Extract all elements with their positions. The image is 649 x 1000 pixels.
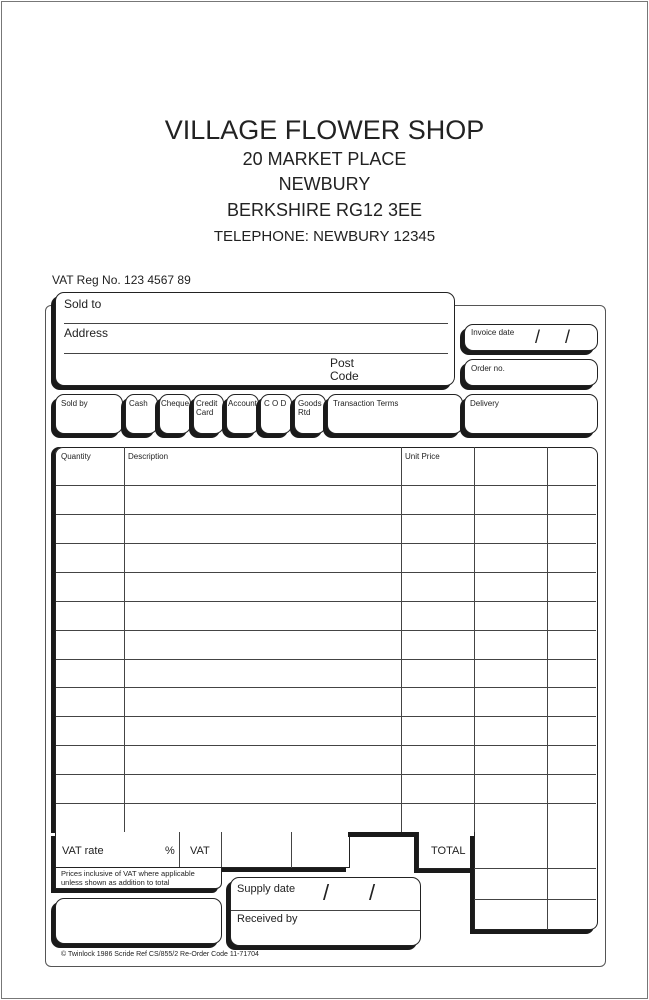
description-header: Description — [128, 452, 169, 461]
table-row-line — [56, 745, 596, 746]
divider — [474, 899, 596, 900]
address-line-1: 20 MARKET PLACE — [242, 149, 407, 169]
date-slash: / — [535, 327, 541, 347]
invoice-date-label: Invoice date — [471, 328, 515, 337]
quantity-header: Quantity — [61, 452, 91, 461]
post-code-label-2: Code — [330, 369, 359, 383]
table-row-line — [56, 803, 596, 804]
credit-card-field[interactable] — [193, 394, 224, 434]
date-slash: / — [369, 880, 376, 905]
vat-note-1: Prices inclusive of VAT where applicable — [61, 869, 195, 878]
table-row-line — [56, 572, 596, 573]
black-bar — [348, 832, 418, 837]
table-column-line — [401, 447, 402, 832]
unit-price-header: Unit Price — [405, 452, 440, 461]
cod-field[interactable] — [260, 394, 292, 434]
address-line-3: BERKSHIRE RG12 3EE — [226, 200, 423, 220]
supply-date-label: Supply date — [237, 883, 296, 895]
invoice-date-field[interactable] — [464, 324, 598, 351]
card-label: Card — [196, 408, 214, 417]
credit-label: Credit — [196, 399, 218, 408]
goods-returned-field[interactable] — [294, 394, 326, 434]
vat-label: VAT — [190, 845, 210, 857]
table-column-line — [124, 447, 125, 832]
total-label-cell — [418, 832, 475, 869]
table-row-line — [56, 659, 596, 660]
date-slash: / — [323, 880, 330, 905]
divider — [64, 353, 448, 354]
vat-note-box — [55, 867, 222, 889]
supply-box[interactable] — [230, 877, 421, 946]
percent-sign: % — [165, 845, 175, 857]
divider — [547, 832, 548, 930]
transaction-terms-label: Transaction Terms — [333, 399, 399, 408]
divider — [291, 832, 292, 868]
cheque-label: Cheque — [161, 399, 190, 408]
table-row-line — [56, 630, 596, 631]
shop-name: VILLAGE FLOWER SHOP — [164, 115, 485, 145]
table-row-line — [56, 543, 596, 544]
table-row-line — [56, 774, 596, 775]
vat-rate-label: VAT rate — [62, 845, 104, 857]
divider — [474, 868, 596, 869]
footer-copyright: © Twinlock 1986 Scride Ref CS/855/2 Re-Order Code 11-71704 — [61, 951, 259, 958]
received-by-label: Received by — [237, 913, 298, 925]
date-slash: / — [565, 327, 571, 347]
delivery-label: Delivery — [470, 399, 499, 408]
post-code-label-1: Post — [330, 356, 355, 370]
cheque-field[interactable] — [159, 394, 191, 434]
divider — [179, 832, 180, 868]
order-no-field[interactable] — [464, 359, 598, 386]
table-row-line — [56, 716, 596, 717]
sold-by-field[interactable] — [55, 394, 123, 434]
cash-field[interactable] — [125, 394, 158, 434]
divider — [64, 323, 448, 324]
goods-label: Goods — [298, 399, 322, 408]
vat-reg-number: VAT Reg No. 123 4567 89 — [52, 273, 191, 287]
table-row-line — [56, 601, 596, 602]
sold-to-label: Sold to — [64, 297, 102, 311]
table-row-line — [56, 514, 596, 515]
rtd-label: Rtd — [298, 408, 311, 417]
table-column-line — [474, 447, 475, 832]
total-label: TOTAL — [431, 845, 466, 857]
telephone: TELEPHONE: NEWBURY 12345 — [213, 228, 436, 245]
address-line-2: NEWBURY — [278, 174, 371, 194]
items-table — [55, 447, 598, 833]
cod-label: C O D — [264, 399, 287, 408]
sold-to-box[interactable] — [55, 292, 455, 386]
order-no-label: Order no. — [471, 364, 505, 373]
table-row-line — [56, 485, 596, 486]
address-label: Address — [64, 326, 109, 340]
vat-note-2: unless shown as addition to total — [61, 878, 170, 887]
account-field[interactable] — [226, 394, 259, 434]
divider — [221, 832, 222, 868]
sold-by-label: Sold by — [61, 399, 88, 408]
divider — [231, 910, 420, 911]
table-row-line — [56, 687, 596, 688]
transaction-terms-field[interactable] — [327, 394, 463, 434]
cash-label: Cash — [129, 399, 148, 408]
account-label: Account — [228, 399, 257, 408]
table-column-line — [547, 447, 548, 832]
blank-box[interactable] — [55, 898, 222, 944]
delivery-field[interactable] — [464, 394, 598, 434]
totals-grid[interactable] — [474, 832, 598, 930]
